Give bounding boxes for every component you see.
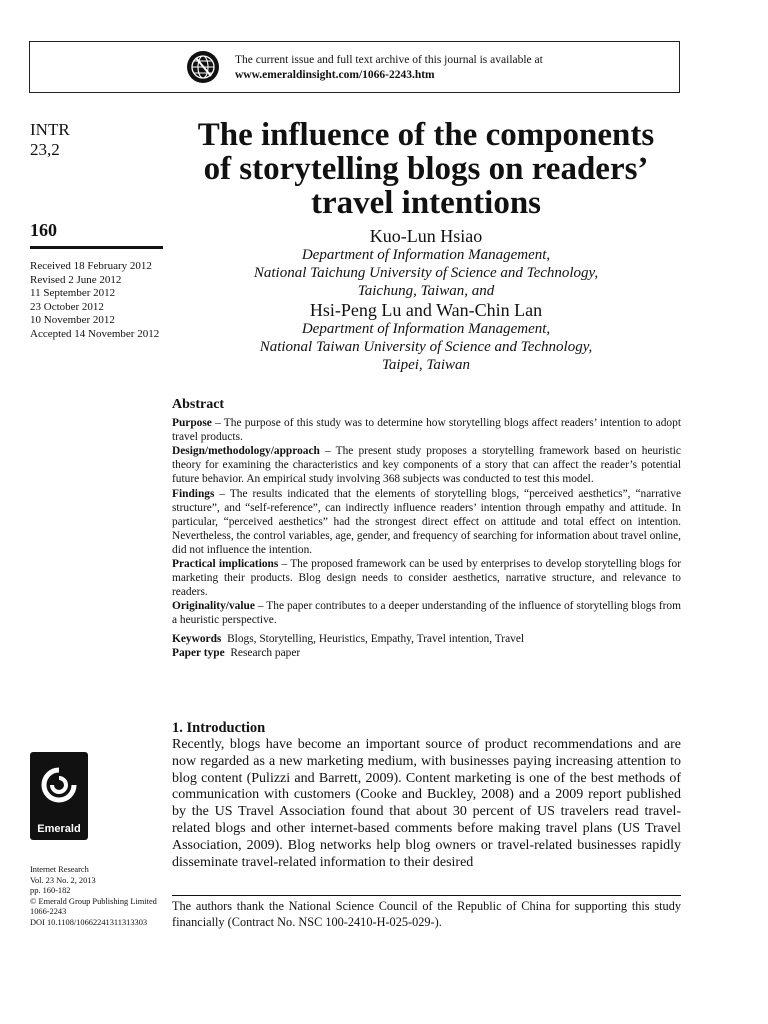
citation-line: © Emerald Group Publishing Limited	[30, 896, 157, 906]
section-text: – The paper contributes to a deeper understanding of the influence of storytelling blogs from a heuristic perspective.	[172, 600, 681, 627]
section-text: – The present study proposes a storytelling framework based on heuristic theory for examining the characteristics and key components of a story that can affect the reader’s potential future behavior. An empirical study involving 368 subjects was conducted to test this model.	[172, 445, 681, 486]
author-block	[170, 226, 682, 374]
abstract-purpose	[172, 416, 681, 444]
date-line: Received 18 February 2012	[30, 260, 152, 272]
section-label: Purpose	[172, 417, 212, 430]
abstract-originality	[172, 599, 681, 627]
emerald-ring-icon	[38, 764, 80, 810]
affiliation-line: Taipei, Taiwan	[381, 357, 471, 373]
date-line: Revised 2 June 2012	[30, 273, 122, 286]
title-line: The influence of the components	[197, 117, 655, 153]
emerald-logo	[30, 752, 88, 840]
affiliation-line: National Taichung University of Science and Technology,	[253, 265, 599, 281]
journal-url-link[interactable]: www.emeraldinsight.com/1066-2243.htm	[235, 69, 435, 81]
title-line: travel intentions	[310, 185, 542, 221]
introduction-section	[172, 719, 681, 871]
section-label: Originality/value	[172, 600, 255, 613]
paper-type-label: Paper type	[172, 646, 225, 659]
section-label: Practical implications	[172, 558, 279, 571]
emerald-logo-text: Emerald	[37, 823, 81, 835]
page-number-rule	[30, 246, 163, 249]
section-text: – The purpose of this study was to determine how storytelling blogs affect readers’ intention to adopt travel products.	[172, 417, 681, 444]
abstract-findings	[172, 487, 681, 557]
article-title	[170, 118, 682, 220]
date-line: 10 November 2012	[30, 314, 115, 326]
citation-block	[30, 865, 166, 928]
date-line: Accepted 14 November 2012	[30, 327, 160, 340]
title-line: of storytelling blogs on readers’	[203, 151, 649, 187]
introduction-paragraph: Recently, blogs have become an important source of product recommendations and are now regarded as a new marketing medium, with businesses paying increasing attention to blog content (Pulizzi and Barrett, 2009). Content marketing is one of the best methods of communication with customers (Cooke and Buckley, 2008) and a 2009 report published by the US Travel Association found that about 30 percent of US travelers read travel-related blogs and other internet-based comments before making travel plans (US Travel Association, 2009). Blog networks help blog owners or travel-related businesses rapidly disseminate travel-related information to their desired	[172, 737, 681, 870]
journal-abbreviation: INTR	[30, 120, 70, 139]
citation-line: pp. 160-182	[30, 886, 71, 895]
section-label: Findings	[172, 487, 215, 500]
keywords-label: Keywords	[172, 632, 222, 645]
affiliation-line: National Taiwan University of Science and Technology,	[259, 339, 593, 355]
acknowledgement-footnote: The authors thank the National Science Council of the Republic of China for supporting this study financially (Contract No. NSC 100-2410-H-025-029-).	[172, 899, 681, 929]
submission-dates	[30, 260, 166, 341]
page-number: 160	[30, 220, 57, 240]
volume-issue: 23,2	[30, 140, 60, 159]
abstract-heading: Abstract	[172, 397, 225, 412]
footnote-rule	[172, 895, 681, 896]
citation-line: Vol. 23 No. 2, 2013	[30, 875, 96, 885]
abstract	[172, 398, 681, 660]
author-name: Kuo-Lun Hsiao	[369, 226, 483, 246]
paper-type-text: Research paper	[230, 646, 301, 659]
journal-code	[30, 120, 166, 160]
affiliation-line: Department of Information Management,	[301, 247, 551, 263]
abstract-practical	[172, 557, 681, 599]
author-name: Hsi-Peng Lu and Wan-Chin Lan	[309, 300, 543, 320]
section-text: – The results indicated that the elements of storytelling blogs, “perceived aesthetics”, “narrative structure”, and “self-reference”, can indirectly influence readers’ intention through empathy and attitude. In particular, “perceived aesthetics” had the strongest direct effect on attitude and total effect on intention. Nevertheless, the control variables, age, gender, and frequency of searching for information about travel online, did not influence the intention.	[172, 487, 681, 556]
keywords	[172, 632, 681, 646]
abstract-design	[172, 444, 681, 486]
paper-type	[172, 646, 681, 660]
affiliation-line: Department of Information Management,	[301, 321, 551, 337]
globe-icon	[186, 50, 220, 84]
affiliation-line: Taichung, Taiwan, and	[357, 283, 495, 299]
date-line: 23 October 2012	[30, 300, 104, 313]
access-notice-text: The current issue and full text archive of this journal is available at	[235, 54, 543, 66]
citation-line: 1066-2243	[30, 907, 67, 916]
section-heading: 1. Introduction	[172, 720, 266, 736]
citation-line: DOI 10.1108/10662241311313303	[30, 917, 148, 927]
citation-line: Internet Research	[30, 865, 89, 874]
date-line: 11 September 2012	[30, 287, 116, 299]
section-text: – The proposed framework can be used by enterprises to develop storytelling blogs for marketing their products. Blog design needs to consider aesthetics, narrative structure, and relevance to readers.	[172, 558, 681, 599]
journal-access-notice	[29, 41, 680, 93]
section-label: Design/methodology/approach	[172, 445, 320, 458]
keywords-text: Blogs, Storytelling, Heuristics, Empathy, Travel intention, Travel	[227, 632, 525, 645]
